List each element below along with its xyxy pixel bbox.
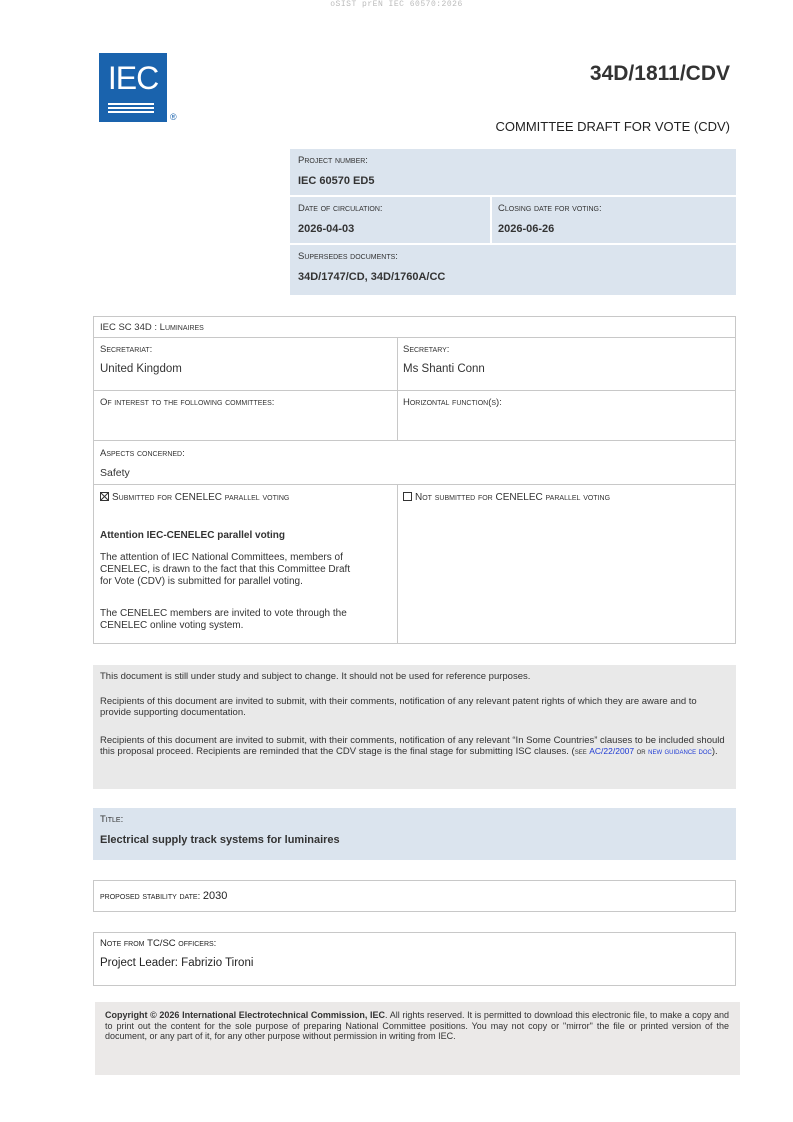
divider	[490, 196, 492, 243]
closing-date-label: Closing date for voting:	[498, 203, 602, 214]
attention-line: The CENELEC members are invited to vote through the	[100, 608, 347, 619]
closing-date: 2026-06-26	[498, 223, 555, 235]
note-label-org: TC/SC	[147, 938, 176, 949]
notice-paragraph: This document is still under study and subject to change. It should not be used for reference purposes.	[100, 671, 531, 682]
submitted-checkbox[interactable]	[100, 492, 109, 501]
document-reference: 34D/1811/CDV	[589, 62, 730, 85]
title-label: Title:	[100, 814, 124, 825]
attention-line: CENELEC online voting system.	[100, 620, 244, 631]
logo-text: IEC	[107, 60, 159, 96]
divider	[94, 440, 735, 441]
committee-title: Luminaires	[159, 322, 204, 333]
committee-name	[100, 322, 204, 333]
supersedes-label: Supersedes documents:	[298, 251, 398, 262]
stability-date	[100, 890, 227, 902]
copyright-bold: Copyright © 2026 International Electrotechnical Commission, IEC	[105, 1010, 386, 1020]
notice-end: ).	[711, 746, 718, 757]
link-ac-22-2007[interactable]: AC/22/2007	[589, 746, 635, 756]
attention-line: for Vote (CDV) is submitted for parallel voting.	[100, 576, 303, 587]
divider	[94, 390, 735, 391]
divider	[94, 484, 735, 485]
note-text: Project Leader: Fabrizio Tironi	[100, 957, 254, 969]
check-x-icon	[101, 493, 108, 500]
not-submitted-option[interactable]	[403, 492, 610, 503]
notice-paragraph	[100, 735, 730, 757]
divider	[397, 484, 398, 644]
note-label-pre: Note from	[100, 938, 148, 949]
submitted-post: parallel voting	[222, 492, 290, 503]
stability-value: 2030	[202, 890, 228, 902]
horizontal-function-label: Horizontal function(s):	[403, 397, 502, 408]
committee-prefix: IEC SC 34D :	[100, 322, 160, 333]
notice-or: or	[634, 746, 649, 756]
not-submitted-pre: Not submitted for	[415, 492, 496, 503]
interest-label: Of interest to the following committees:	[100, 397, 275, 408]
logo-line	[108, 107, 154, 109]
attention-line: The attention of IEC National Committees, members of	[100, 552, 343, 563]
logo-line	[108, 111, 154, 113]
submitted-org: CENELEC	[174, 492, 223, 503]
aspects-label: Aspects concerned:	[100, 448, 185, 459]
copyright-box	[95, 1002, 740, 1075]
project-info-box	[290, 149, 736, 295]
stability-box	[93, 880, 736, 912]
notice-box	[93, 665, 736, 789]
note-label	[100, 938, 216, 949]
stability-label: proposed stability date:	[100, 891, 203, 902]
secretary-label: Secretary:	[403, 344, 450, 355]
submitted-option[interactable]	[100, 492, 289, 503]
notice-see: see	[574, 746, 590, 756]
divider	[290, 195, 736, 197]
divider	[397, 337, 398, 440]
aspects: Safety	[100, 467, 130, 479]
circulation-date-label: Date of circulation:	[298, 203, 383, 214]
supersedes-documents: 34D/1747/CD, 34D/1760A/CC	[298, 271, 446, 283]
copyright-body: . All rights reserved. It is permitted to download this electronic file, to make a copy and to print out the content for the sole purpose of preparing National Committee positions. You may not copy or "mirror" the file or printed version of the document, or any part of it, for any other purpose without permission in writing from IEC.	[105, 1010, 729, 1041]
project-number-label: Project number:	[298, 155, 368, 166]
registered-mark: ®	[170, 112, 177, 122]
secretariat: United Kingdom	[100, 363, 182, 375]
committee-table	[93, 316, 736, 644]
not-submitted-post: parallel voting	[542, 492, 611, 503]
divider	[290, 243, 736, 245]
notice-paragraph: Recipients of this document are invited to submit, with their comments, notification of any relevant patent rights of which they are aware and to provide supporting documentation.	[100, 696, 697, 718]
iec-logo	[99, 53, 167, 122]
secretary: Ms Shanti Conn	[403, 363, 485, 375]
secretariat-label: Secretariat:	[100, 344, 153, 355]
divider	[94, 337, 735, 338]
attention-title: Attention IEC-CENELEC parallel voting	[100, 530, 286, 541]
not-submitted-org: CENELEC	[495, 492, 543, 503]
watermark: oSIST prEN IEC 60570:2026	[330, 0, 463, 9]
document-title: Electrical supply track systems for luminaires	[100, 834, 340, 846]
attention-line: CENELEC, is drawn to the fact that this Committee Draft	[100, 564, 351, 575]
copyright-text	[105, 1010, 729, 1042]
project-number: IEC 60570 ED5	[298, 175, 375, 187]
link-new-guidance-doc[interactable]: new guidance doc	[648, 746, 712, 756]
logo-line	[108, 103, 154, 105]
title-box	[93, 808, 736, 860]
not-submitted-checkbox[interactable]	[403, 492, 412, 501]
note-label-post: officers:	[175, 938, 217, 949]
note-box	[93, 932, 736, 986]
notice-isc-text: Recipients of this document are invited to submit, with their comments, notification of any relevant “In Some Countries” clauses to be included should this proposal proceed. Recipients are reminded that the CDV stage is the final stage for submitting ISC clauses. (	[100, 735, 725, 757]
submitted-pre: Submitted for	[112, 492, 175, 503]
circulation-date: 2026-04-03	[298, 223, 355, 235]
document-type: COMMITTEE DRAFT FOR VOTE (CDV)	[495, 119, 730, 134]
